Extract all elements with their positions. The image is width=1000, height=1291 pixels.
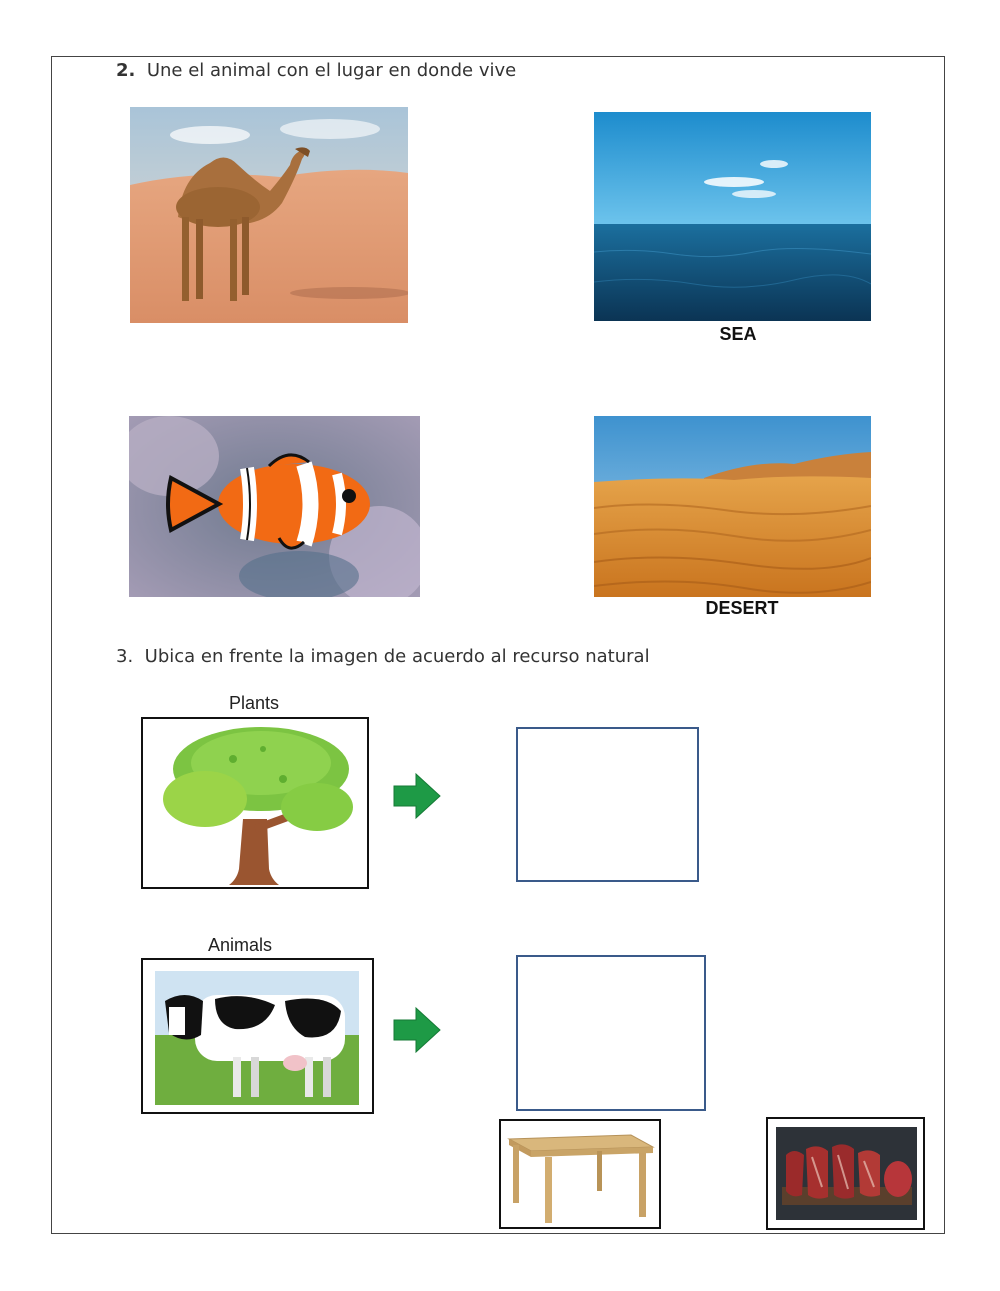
camel-image[interactable] xyxy=(130,107,408,323)
arrow-right-icon xyxy=(392,1006,442,1054)
cow-image xyxy=(155,971,359,1105)
tree-image xyxy=(143,719,367,887)
table-image xyxy=(501,1121,659,1227)
sea-image[interactable] xyxy=(594,112,871,321)
question-3: 3. Ubica en frente la imagen de acuerdo al recurso natural xyxy=(116,646,650,667)
desert-image[interactable] xyxy=(594,416,871,597)
arrow-right-icon xyxy=(392,772,442,820)
meat-card[interactable] xyxy=(766,1117,925,1230)
desert-label: DESERT xyxy=(705,598,779,618)
question-2: 2. Une el animal con el lugar en donde vive xyxy=(116,60,517,81)
plants-card xyxy=(141,717,369,889)
meat-image xyxy=(776,1127,917,1220)
clownfish-image[interactable] xyxy=(129,416,420,597)
sea-label: SEA xyxy=(719,324,757,344)
plants-drop-box[interactable] xyxy=(516,727,699,882)
animals-label: Animals xyxy=(207,935,273,955)
animals-drop-box[interactable] xyxy=(516,955,706,1111)
plants-label: Plants xyxy=(228,693,280,713)
table-card[interactable] xyxy=(499,1119,661,1229)
animals-card xyxy=(141,958,374,1114)
